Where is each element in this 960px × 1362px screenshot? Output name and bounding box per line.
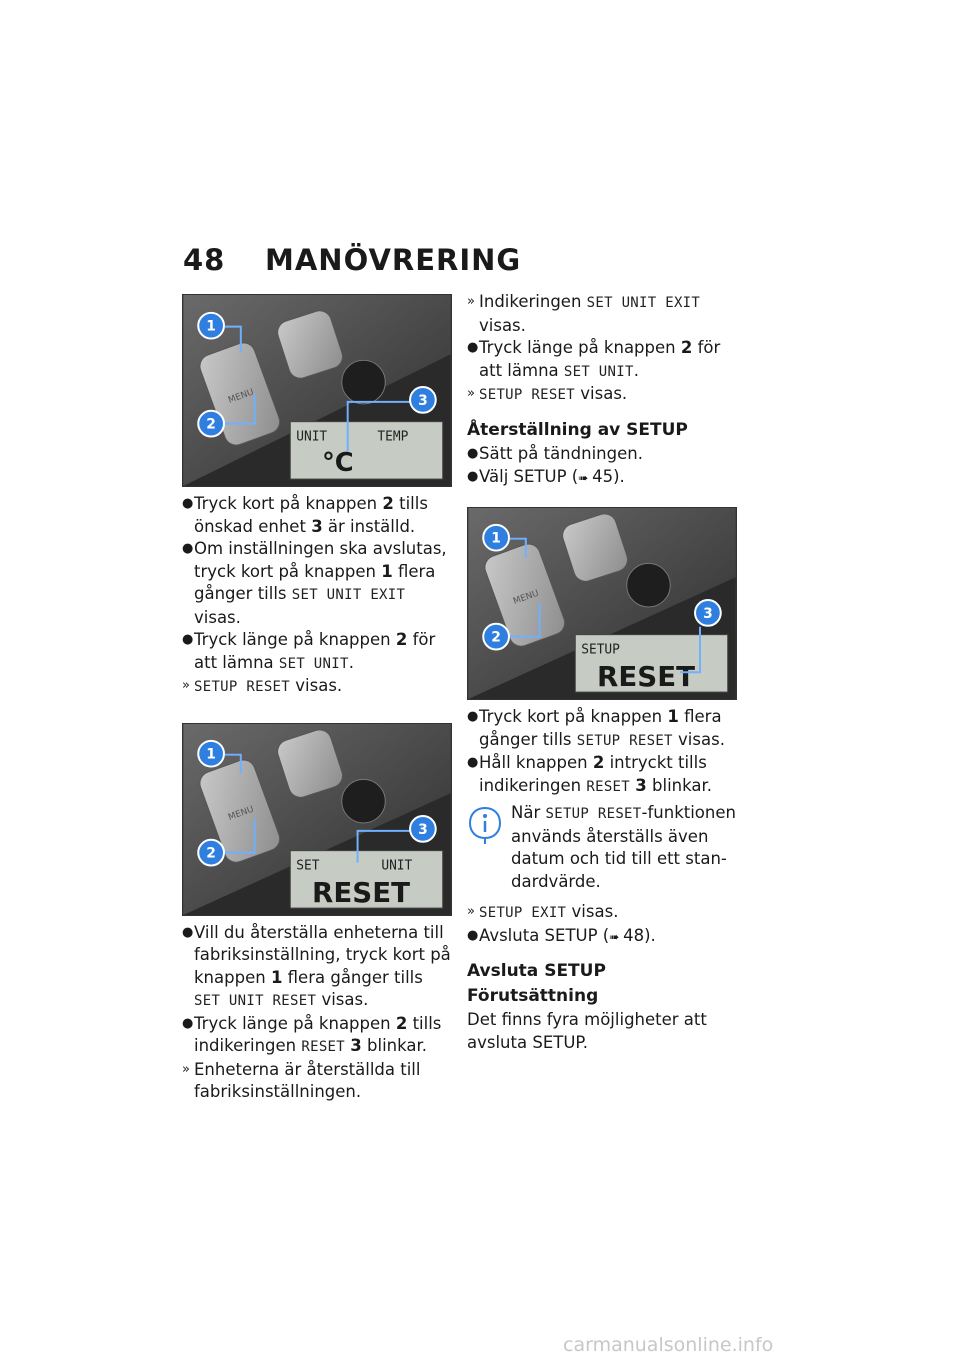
list-item: ● Avsluta SETUP (➠ 48). [467, 925, 656, 945]
list-item: ● Tryck kort på knappen 1 flera gånger tills SETUP RESET visas. [467, 707, 725, 749]
info-note: När SETUP RESET-funktionen används återställs även datum och tid till ett standardvärde. [467, 802, 739, 893]
list-item: ● Tryck länge på knappen 2 för att lämna SET UNIT. [182, 630, 436, 672]
result-item: » SETUP EXIT visas. [467, 902, 619, 921]
callout-2: 2 [206, 845, 216, 862]
column-left [182, 294, 452, 1104]
result-item: » Enheterna är återställda till fabriksinställningen. [182, 1059, 421, 1101]
callout-1: 1 [206, 746, 216, 763]
callout-2: 2 [206, 416, 216, 433]
result-item: » SETUP RESET visas. [467, 384, 628, 403]
handlebar-switch-illustration [183, 724, 451, 915]
display-top-left: SETUP [581, 642, 620, 658]
list-item: ● Tryck kort på knappen 2 tills önskad enhet 3 är inställd. [182, 494, 428, 536]
list-item: ● Sätt på tändningen. [467, 444, 643, 463]
display-top-right: TEMP [377, 429, 409, 445]
photo-unit-temp [182, 294, 452, 487]
body-paragraph: Det finns fyra möjligheter att avsluta SETUP. [467, 1010, 707, 1052]
display-top-right: UNIT [381, 857, 413, 873]
menu-label: MENU [512, 588, 541, 607]
page-reference-arrow-icon: ➠ [578, 470, 593, 485]
callout-3: 3 [418, 821, 428, 838]
section-heading: Återställning av SETUP [467, 419, 688, 440]
subsection-heading: Förutsättning [467, 985, 599, 1006]
callout-3: 3 [703, 605, 713, 622]
photo-setup-reset [467, 507, 737, 700]
display-top-left: UNIT [296, 429, 328, 445]
section-heading: Avsluta SETUP [467, 961, 606, 981]
handlebar-switch-illustration [468, 508, 736, 699]
page-reference-arrow-icon: ➠ [609, 929, 624, 944]
photo-set-unit-reset [182, 723, 452, 916]
callout-3: 3 [418, 392, 428, 409]
callout-1: 1 [206, 318, 216, 335]
result-item: » Indikeringen SET UNIT EXIT visas. [467, 292, 701, 335]
info-icon [467, 806, 503, 846]
callout-1: 1 [491, 530, 501, 547]
menu-label: MENU [227, 804, 256, 823]
list-item: ● Håll knappen 2 intryckt tills indikeringen RESET 3 blinkar. [467, 753, 713, 795]
display-main: °C [321, 448, 354, 479]
page-number: 48 [183, 243, 226, 277]
list-item: ● Tryck länge på knappen 2 tills indikeringen RESET 3 blinkar. [182, 1013, 442, 1055]
result-item: » SETUP RESET visas. [182, 676, 343, 695]
handlebar-switch-illustration [183, 295, 451, 486]
page-header [183, 243, 521, 277]
list-item: ● Tryck länge på knappen 2 för att lämna SET UNIT. [467, 338, 721, 380]
menu-label: MENU [227, 387, 256, 406]
list-item: ● Vill du återställa enheterna till fabriksinställning, tryck kort på knappen 1 flera gånger tills SET UNIT RESET visas. [182, 922, 451, 1009]
callout-2: 2 [491, 629, 501, 646]
list-item: ● Om inställningen ska avslutas, tryck kort på knappen 1 flera gånger tills SET UNIT EXIT visas. [182, 539, 447, 627]
page-title: MANÖVRERING [265, 243, 522, 277]
display-main: RESET [312, 875, 411, 909]
display-top-left: SET [296, 857, 320, 873]
display-main: RESET [597, 660, 696, 694]
list-item: ● Välj SETUP (➠ 45). [467, 466, 625, 486]
watermark-footer: carmanualsonline.info [563, 1334, 774, 1356]
column-right [467, 291, 739, 1054]
